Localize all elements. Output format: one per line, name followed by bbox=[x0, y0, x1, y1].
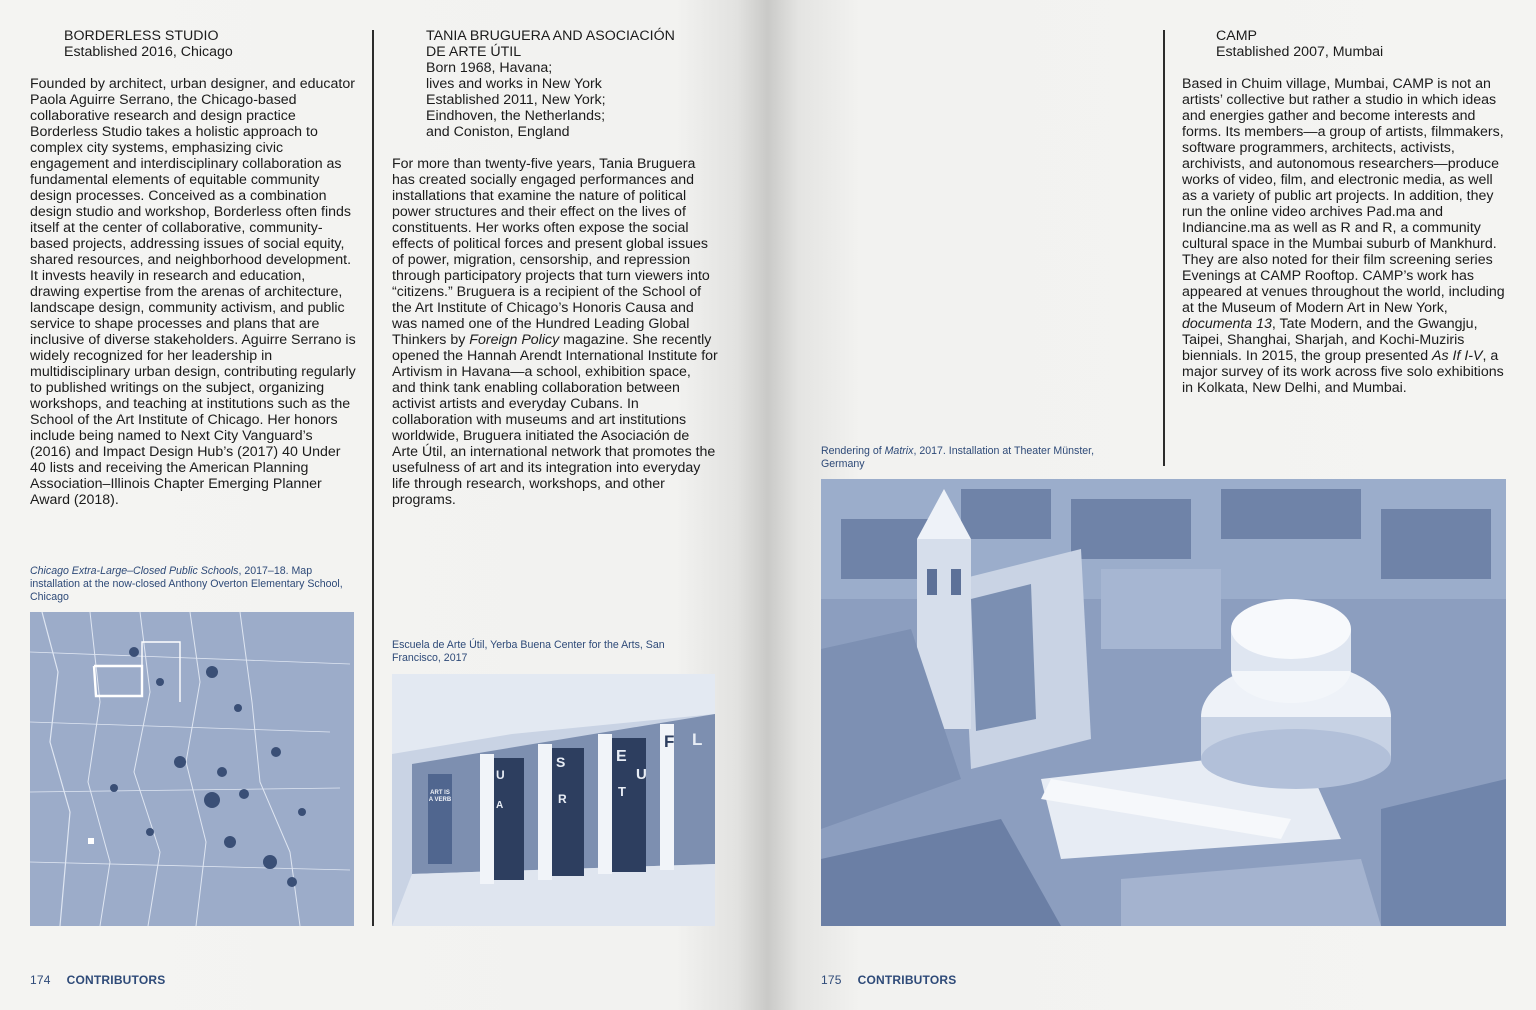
bruguera-heading: TANIA BRUGUERA AND ASOCIACIÓN DE ARTE ÚTIL bbox=[426, 28, 675, 60]
matrix-caption-title: Matrix bbox=[884, 445, 914, 457]
matrix-caption-pre: Rendering of bbox=[821, 445, 885, 457]
bruguera-body bbox=[392, 156, 718, 508]
camp-body-italic1: documenta 13 bbox=[1182, 316, 1272, 332]
chicago-map-photo bbox=[30, 612, 354, 926]
bruguera-body-part1: For more than twenty-five years, Tania Bruguera has created socially engaged performances and installations that examine the nature of political power structures and their effect on the lives of constituents. Her works often expose the social effects of political forces and present global issues of power, migration, censorship, and repression through participatory projects that turn viewers into “citizens.” Bruguera is a recipient of the School of the Art Institute of Chicago’s Honoris Causa and was named one of the Hundred Leading Global Thinkers by bbox=[392, 156, 710, 348]
borderless-body: Founded by architect, urban designer, and educator Paola Aguirre Serrano, the Chicago-based collaborative research and design practice Borderless Studio takes a holistic approach to complex city systems, emphasizing civic engagement and interdisciplinary collaboration as fundamental elements of equitable community design processes. Conceived as a combination design studio and workshop, Borderless often finds itself at the center of collaborative, community-based projects, addressing issues of social equity, shared resources, and neighborhood development. It invests heavily in research and education, drawing expertise from the arenas of architecture, landscape design, community activism, and public service to shape processes and plans that are inclusive of diverse stakeholders. Aguirre Serrano is widely recognized for her leadership in multidisciplinary urban design, contributing regularly to published writings on the subject, organizing workshops, and teaching at institutions such as the School of the Art Institute of Chicago. Her honors include being named to Next City Vanguard’s (2016) and Impact Design Hub’s (2017) 40 Under 40 lists and receiving the American Planning Association–Illinois Chapter Emerging Planner Award (2018). bbox=[30, 76, 356, 508]
column-divider bbox=[372, 30, 374, 926]
bruguera-caption: Escuela de Arte Útil, Yerba Buena Center for the Arts, San Francisco, 2017 bbox=[392, 639, 665, 664]
matrix-caption bbox=[821, 445, 1101, 471]
left-folio bbox=[30, 973, 165, 987]
yerba-buena-photo bbox=[392, 674, 715, 926]
facade-letter-u2: U bbox=[636, 766, 647, 783]
facade-letter-a: A bbox=[496, 800, 504, 811]
borderless-caption-title: Chicago Extra-Large–Closed Public Schools bbox=[30, 565, 239, 577]
borderless-caption-rest: , 2017–18. Map installation at the now-closed Anthony Overton Elementary School, Chicago bbox=[30, 565, 343, 603]
right-page-number: 175 bbox=[821, 973, 842, 987]
camp-body-part3: , a major survey of its work across five solo exhibitions in Kolkata, New Delhi, and Mumbai. bbox=[1182, 348, 1504, 396]
left-section-label: CONTRIBUTORS bbox=[66, 973, 166, 987]
facade-letter-l: L bbox=[692, 730, 703, 749]
facade-letter-s: S bbox=[556, 754, 566, 770]
facade-letter-e: E bbox=[616, 748, 627, 765]
bruguera-body-part2: magazine. She recently opened the Hannah Arendt International Institute for Artivism in Havana—a school, exhibition space, and think tank enabling collaboration between activist artists and everyday Cubans. In collaboration with museums and art institutions worldwide, Bruguera initiated the Asociación de Arte Útil, an international network that promotes the usefulness of art and its integration into everyday life through research, workshops, and other programs. bbox=[392, 332, 718, 508]
borderless-heading: BORDERLESS STUDIO Established 2016, Chicago bbox=[64, 28, 233, 60]
theater-munster-photo bbox=[821, 479, 1506, 926]
art-is-a-verb-sign: ART IS A VERB bbox=[428, 790, 452, 803]
facade-letter-t: T bbox=[618, 784, 626, 799]
bruguera-subheading: Born 1968, Havana; lives and works in New York Established 2011, New York; Eindhoven, the Netherlands; and Coniston, England bbox=[426, 60, 606, 140]
right-page bbox=[768, 0, 1536, 1010]
facade-letter-u: U bbox=[496, 768, 505, 782]
right-folio bbox=[821, 973, 956, 987]
facade-letter-f: F bbox=[664, 732, 675, 751]
camp-body-part1: Based in Chuim village, Mumbai, CAMP is not an artists’ collective but rather a studio in which ideas and energies gather and become interests and forms. Its members—a group of artists, filmmakers, software programmers, architects, activists, archivists, and autonomous researchers—produce works of video, film, and electronic media, as well as a variety of public art projects. In addition, they run the online video archives Pad.ma and Indiancine.ma as well as R and R, a community cultural space in the Mumbai suburb of Mankhurd. They are also noted for their film screening series Evenings at CAMP Rooftop. CAMP’s work has appeared at venues throughout the world, including at the Museum of Modern Art in New York, bbox=[1182, 76, 1505, 316]
borderless-caption bbox=[30, 565, 356, 604]
facade-letter-r: R bbox=[558, 792, 567, 806]
matrix-caption-post: , 2017. Installation at Theater Münster, Germany bbox=[821, 445, 1095, 470]
camp-heading: CAMP Established 2007, Mumbai bbox=[1216, 28, 1384, 60]
camp-body-italic2: As If I-V bbox=[1432, 348, 1483, 364]
column-divider-right bbox=[1163, 30, 1165, 466]
bruguera-body-italic: Foreign Policy bbox=[469, 332, 560, 348]
camp-body bbox=[1182, 76, 1508, 396]
right-section-label: CONTRIBUTORS bbox=[857, 973, 957, 987]
left-page-number: 174 bbox=[30, 973, 51, 987]
camp-body-part2: , Tate Modern, and the Gwangju, Taipei, Shanghai, Sharjah, and Kochi-Muziris biennials. In 2015, the group presented bbox=[1182, 316, 1478, 364]
